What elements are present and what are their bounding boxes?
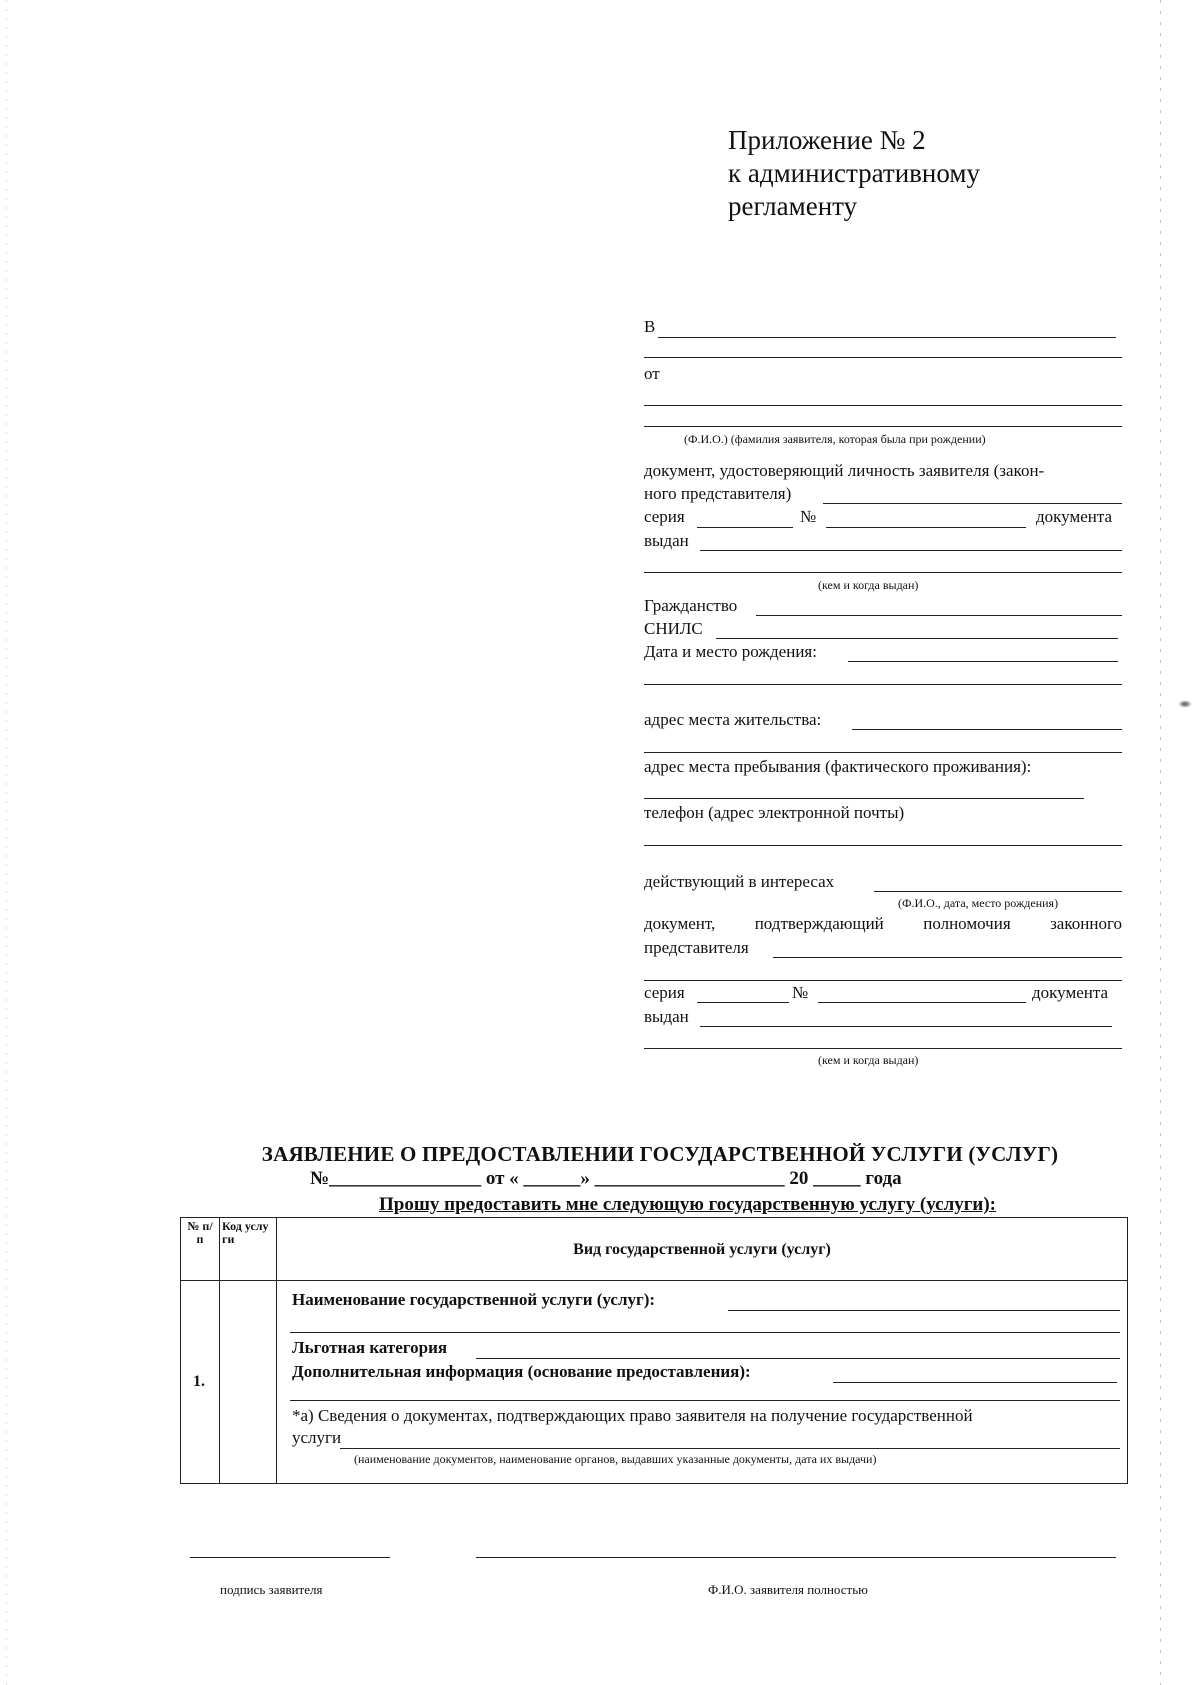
row-num: 1. xyxy=(181,1281,220,1484)
stay-field[interactable] xyxy=(644,798,1084,799)
scan-edge-left xyxy=(6,0,7,1685)
service-name-label: Наименование государственной услуги (услуг): xyxy=(292,1290,656,1309)
number-field[interactable] xyxy=(826,527,1026,528)
issued2-field[interactable] xyxy=(700,1026,1112,1027)
scan-speck xyxy=(1178,700,1192,708)
issued-field[interactable] xyxy=(700,550,1122,551)
header-type: Вид государственной услуги (услуг) xyxy=(277,1218,1128,1281)
docs-field[interactable] xyxy=(340,1448,1120,1449)
from-field[interactable] xyxy=(644,405,1122,406)
series-field[interactable] xyxy=(697,527,793,528)
fio-full-field[interactable] xyxy=(476,1557,1116,1558)
statement-request: Прошу предоставить мне следующую государственную услугу (услуги): xyxy=(379,1194,996,1215)
residence-field-2[interactable] xyxy=(644,752,1122,753)
issued2-note: (кем и когда выдан) xyxy=(818,1053,919,1067)
issued2-label: выдан xyxy=(644,1007,689,1026)
row-code[interactable] xyxy=(220,1281,277,1484)
header-code: Код услу ги xyxy=(220,1218,277,1281)
acting-note: (Ф.И.О., дата, место рождения) xyxy=(898,896,1059,910)
rep-doc-label-1: документ, подтверждающий полномочия законного xyxy=(644,914,1122,933)
issued-field-2[interactable] xyxy=(644,572,1122,573)
extra-info-label: Дополнительная информация (основание предоставления): xyxy=(292,1362,751,1381)
birth-field[interactable] xyxy=(848,661,1118,662)
citizenship-field[interactable] xyxy=(756,615,1122,616)
phone-label: телефон (адрес электронной почты) xyxy=(644,803,905,822)
appendix-line-2: к административному xyxy=(728,158,980,188)
acting-label: действующий в интересах xyxy=(644,872,835,891)
snils-field[interactable] xyxy=(716,638,1118,639)
docs-label-2: услуги xyxy=(292,1428,342,1447)
series2-field[interactable] xyxy=(697,1002,789,1003)
rep-doc-field-2[interactable] xyxy=(644,980,1122,981)
category-label: Льготная категория xyxy=(292,1338,448,1357)
from-label: от xyxy=(644,364,660,383)
statement-number-line: №________________ от « ______» ____________________ 20 _____ года xyxy=(310,1168,902,1189)
id-doc-label-1: документ, удостоверяющий личность заявителя (закон- xyxy=(644,461,1045,480)
series-label: серия xyxy=(644,507,685,526)
to-field-2[interactable] xyxy=(644,357,1122,358)
number2-field[interactable] xyxy=(818,1002,1026,1003)
number-label: № xyxy=(800,507,817,526)
citizenship-label: Гражданство xyxy=(644,596,738,615)
rep-doc-label-2: представителя xyxy=(644,938,749,957)
acting-field[interactable] xyxy=(874,891,1122,892)
header-num: № п/ п xyxy=(181,1218,220,1281)
birth-field-2[interactable] xyxy=(644,684,1122,685)
issued-note: (кем и когда выдан) xyxy=(818,578,919,592)
table-row xyxy=(181,1281,1128,1484)
number2-label: № xyxy=(792,983,809,1002)
to-label: В xyxy=(644,317,656,336)
signature-label: подпись заявителя xyxy=(220,1582,323,1597)
signature-field[interactable] xyxy=(190,1557,390,1558)
document-label: документа xyxy=(1036,507,1113,526)
from-field-2[interactable] xyxy=(644,426,1122,427)
services-table xyxy=(180,1217,1128,1484)
extra-info-field-2[interactable] xyxy=(290,1400,1120,1401)
snils-label: СНИЛС xyxy=(644,619,703,638)
rep-doc-field[interactable] xyxy=(773,957,1122,958)
series2-label: серия xyxy=(644,983,685,1002)
phone-field[interactable] xyxy=(644,845,1122,846)
document2-label: документа xyxy=(1032,983,1109,1002)
appendix-heading xyxy=(728,124,980,223)
service-name-field-2[interactable] xyxy=(290,1332,1120,1333)
stay-label: адрес места пребывания (фактического проживания): xyxy=(644,757,1032,776)
docs-note: (наименование документов, наименование органов, выдавших указанные документы, дата их выдачи) xyxy=(354,1452,877,1466)
id-doc-field[interactable] xyxy=(823,503,1122,504)
scan-edge-right xyxy=(1160,0,1161,1685)
statement-title: ЗАЯВЛЕНИЕ О ПРЕДОСТАВЛЕНИИ ГОСУДАРСТВЕННОЙ УСЛУГИ (УСЛУГ) xyxy=(261,1142,1059,1166)
extra-info-field[interactable] xyxy=(833,1382,1117,1383)
id-doc-label-2: ного представителя) xyxy=(644,484,792,503)
category-field[interactable] xyxy=(476,1358,1120,1359)
row-content xyxy=(277,1281,1128,1484)
docs-label-1: *а) Сведения о документах, подтверждающих право заявителя на получение государственной xyxy=(292,1406,973,1425)
appendix-line-1: Приложение № 2 xyxy=(728,125,926,155)
issued-label: выдан xyxy=(644,531,689,550)
table-header-row xyxy=(181,1218,1128,1281)
residence-label: адрес места жительства: xyxy=(644,710,822,729)
fio-note: (Ф.И.О.) (фамилия заявителя, которая была при рождении) xyxy=(684,432,986,446)
birth-label: Дата и место рождения: xyxy=(644,642,817,661)
to-field[interactable] xyxy=(658,337,1116,338)
service-name-field[interactable] xyxy=(728,1310,1120,1311)
appendix-line-3: регламенту xyxy=(728,191,858,221)
residence-field[interactable] xyxy=(852,729,1122,730)
issued2-field-2[interactable] xyxy=(644,1048,1122,1049)
fio-full-label: Ф.И.О. заявителя полностью xyxy=(708,1582,868,1597)
